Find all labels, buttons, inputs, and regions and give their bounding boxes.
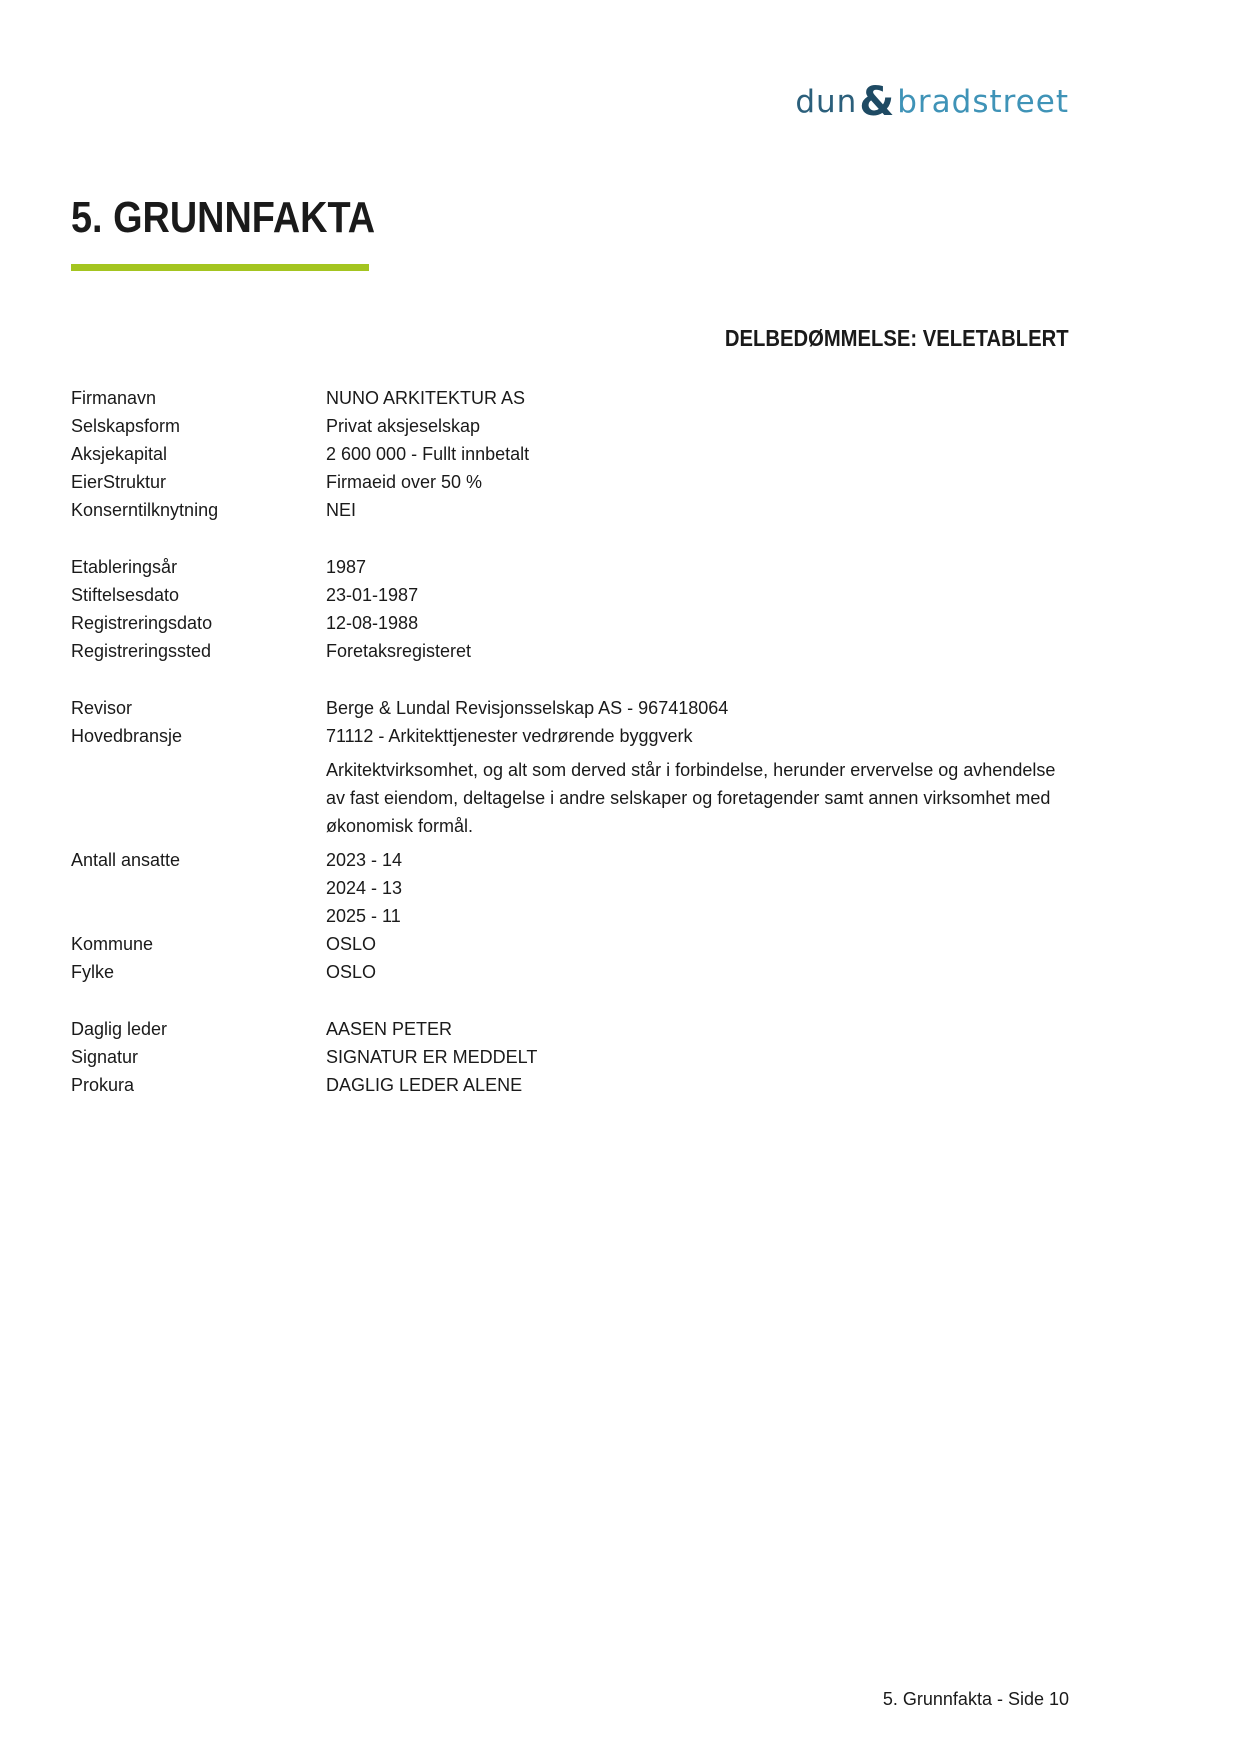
fact-value: OSLO <box>326 934 377 954</box>
fact-label <box>71 750 326 846</box>
fact-value: 12-08-1988 <box>326 613 419 633</box>
fact-value: NUNO ARKITEKTUR AS <box>326 388 526 408</box>
fact-row <box>71 496 1071 524</box>
page-title: 5. GRUNNFAKTA <box>71 193 376 242</box>
fact-value: 1987 <box>326 557 367 577</box>
fact-row <box>71 750 1071 846</box>
fact-row <box>71 1043 1071 1071</box>
fact-label: Signatur <box>71 1047 139 1067</box>
fact-label: Hovedbransje <box>71 726 183 746</box>
fact-value: OSLO <box>326 962 377 982</box>
fact-label: Kommune <box>71 934 154 954</box>
fact-row <box>71 581 1071 609</box>
fact-row <box>71 468 1071 496</box>
fact-label: Antall ansatte <box>71 850 181 870</box>
fact-row <box>71 553 1071 581</box>
fact-value: 2024 - 13 <box>326 878 403 898</box>
fact-value: 23-01-1987 <box>326 585 419 605</box>
business-description: Arkitektvirksomhet, og alt som derved står i forbindelse, herunder ervervelse og avhendelse av fast eiendom, deltagelse i andre selskaper og foretagender samt annen virksomhet med økonomisk formål. <box>326 760 1056 836</box>
fact-label: Daglig leder <box>71 1019 168 1039</box>
fact-value: 2025 - 11 <box>326 906 401 926</box>
dun-bradstreet-logo <box>795 79 1069 125</box>
facts-group-business <box>71 694 1071 986</box>
title-underline <box>71 264 369 271</box>
fact-value: AASEN PETER <box>326 1019 453 1039</box>
fact-value: NEI <box>326 500 357 520</box>
fact-value: Berge & Lundal Revisjonsselskap AS - 967418064 <box>326 698 729 718</box>
fact-value: SIGNATUR ER MEDDELT <box>326 1047 538 1067</box>
fact-row <box>71 874 1071 902</box>
fact-row <box>71 846 1071 874</box>
logo-ampersand: & <box>859 79 896 125</box>
fact-label <box>71 874 326 902</box>
fact-label: Prokura <box>71 1075 135 1095</box>
fact-label: Revisor <box>71 698 133 718</box>
facts-group-company <box>71 384 1071 524</box>
fact-row <box>71 722 1071 750</box>
facts-group-registration <box>71 553 1071 665</box>
fact-row <box>71 609 1071 637</box>
fact-label: EierStruktur <box>71 472 167 492</box>
fact-value: 2023 - 14 <box>326 850 403 870</box>
fact-label: Konserntilknytning <box>71 500 219 520</box>
rating-subheading: DELBEDØMMELSE: VELETABLERT <box>725 325 1069 351</box>
fact-row <box>71 1015 1071 1043</box>
fact-value: 2 600 000 - Fullt innbetalt <box>326 444 530 464</box>
page-footer: 5. Grunnfakta - Side 10 <box>882 1689 1069 1709</box>
fact-row <box>71 384 1071 412</box>
facts-table <box>71 384 1071 1128</box>
fact-value: Privat aksjeselskap <box>326 416 481 436</box>
fact-row <box>71 694 1071 722</box>
facts-group-management <box>71 1015 1071 1099</box>
logo-text-bradstreet: bradstreet <box>897 84 1069 120</box>
fact-row <box>71 930 1071 958</box>
fact-value: Firmaeid over 50 % <box>326 472 483 492</box>
fact-label: Stiftelsesdato <box>71 585 180 605</box>
fact-label <box>71 902 326 930</box>
fact-row <box>71 637 1071 665</box>
fact-label: Registreringsdato <box>71 613 213 633</box>
fact-label: Firmanavn <box>71 388 157 408</box>
fact-value: Foretaksregisteret <box>326 641 472 661</box>
fact-row <box>71 902 1071 930</box>
fact-label: Selskapsform <box>71 416 181 436</box>
fact-label: Aksjekapital <box>71 444 168 464</box>
fact-row <box>71 440 1071 468</box>
fact-row <box>71 1071 1071 1099</box>
fact-value: DAGLIG LEDER ALENE <box>326 1075 523 1095</box>
fact-row <box>71 412 1071 440</box>
fact-row <box>71 958 1071 986</box>
fact-label: Fylke <box>71 962 115 982</box>
logo-text-dun: dun <box>795 84 858 120</box>
fact-label: Registreringssted <box>71 641 212 661</box>
fact-label: Etableringsår <box>71 557 178 577</box>
fact-value: 71112 - Arkitekttjenester vedrørende byggverk <box>326 726 693 746</box>
